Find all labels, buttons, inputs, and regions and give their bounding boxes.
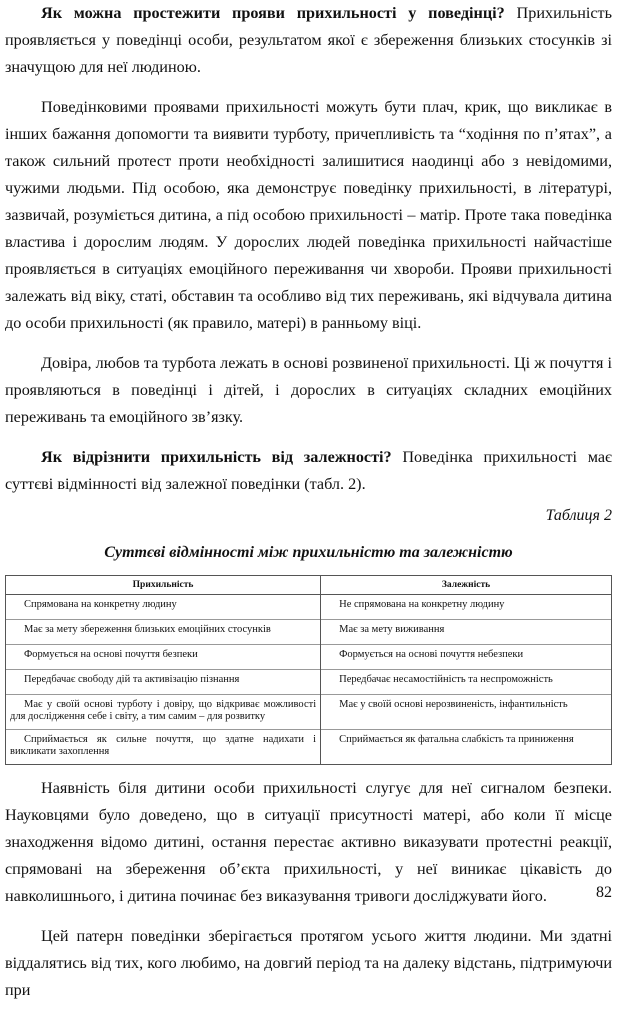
table-cell: Формується на основі почуття безпеки: [6, 645, 321, 670]
table-cell: Має за мету виживання: [321, 620, 612, 645]
table-row: [6, 670, 612, 695]
table-header: Прихильність: [6, 576, 321, 595]
table-number: Таблиця 2: [545, 507, 612, 524]
table-cell: Передбачає свободу дій та активізацію пізнання: [6, 670, 321, 695]
paragraph-1: Як можна простежити прояви прихильності у поведінці? Прихильність проявляється у поведінці особи, результатом якої є збереження близьких стосунків зі значущою для неї людиною.: [5, 4, 613, 76]
table-row: [6, 730, 612, 765]
paragraph-6: Цей патерн поведінки зберігається протягом усього життя людини. Ми здатні віддалятись від тих, кого любимо, на довгий період та на далеку відстань, підтримуючи при: [5, 927, 612, 999]
table-cell: Не спрямована на конкретну людину: [321, 595, 612, 620]
table-row: [6, 595, 612, 620]
table-cell: Має у своїй основі нерозвиненість, інфантильність: [321, 695, 612, 730]
question-heading: Як можна простежити прояви прихильності у поведінці?: [41, 4, 505, 22]
table-row: [6, 620, 612, 645]
paragraph-2: Поведінковими проявами прихильності можуть бути плач, крик, що викликає в інших бажання допомогти та виявити турботу, причепливість та “ходіння по п’ятах”, а також сильний протест проти необхідності залишитися наодинці або з невідомими, чужими людьми. Під особою, яка демонструє поведінку прихильності, в літературі, зазвичай, розуміється дитина, а під особою прихильності – матір. Проте така поведінка властива і дорослим людям. У дорослих людей поведінка прихильності найчастіше проявляється в ситуаціях емоційного переживання чи хвороби. Прояви прихильності залежать від віку, статі, обставин та особливо від тих переживань, які відчувала дитина до особи прихильності (як правило, матері) в ранньому віці.: [5, 98, 612, 332]
table-cell: Формується на основі почуття небезпеки: [321, 645, 612, 670]
document-page: [5, 0, 612, 1017]
question-heading: Як відрізнити прихильність від залежності?: [41, 448, 392, 466]
page-number: 82: [596, 884, 612, 901]
table-cell: Має за мету збереження близьких емоційних стосунків: [6, 620, 321, 645]
table-cell: Сприймається як сильне почуття, що здатне надихати і викликати захоплення: [6, 730, 321, 765]
paragraph-4: Як відрізнити прихильність від залежності? Поведінка прихильності має суттєві відмінності від залежної поведінки (табл. 2).: [5, 448, 612, 493]
table-cell: Спрямована на конкретну людину: [6, 595, 321, 620]
paragraph-5: Наявність біля дитини особи прихильності слугує для неї сигналом безпеки. Науковцями було доведено, що в ситуації присутності матері, або коли її місце знаходження відомо дитині, остання перестає активно виказувати протестні реакції, спрямовані на збереження об’єкта прихильності, у неї виникає цікавість до навколишнього, і дитина починає без виказування тривоги досліджувати його.: [5, 779, 612, 905]
table-cell: Передбачає несамостійність та неспроможність: [321, 670, 612, 695]
comparison-table: [5, 575, 612, 765]
paragraph-3: Довіра, любов та турбота лежать в основі розвиненої прихильності. Ці ж почуття і проявляються в поведінці і дітей, і дорослих в ситуаціях складних емоційних переживань та емоційного зв’язку.: [5, 354, 612, 426]
table-row: [6, 645, 612, 670]
table-cell: Має у своїй основі турботу і довіру, що відкриває можливості для дослідження себе і світу, а тим самим – для розвитку: [6, 695, 321, 730]
table-row: [6, 695, 612, 730]
table-title: Суттєві відмінності між прихильністю та залежністю: [104, 544, 513, 561]
table-cell: Сприймається як фатальна слабкість та приниження: [321, 730, 612, 765]
table-header: Залежність: [321, 576, 612, 595]
